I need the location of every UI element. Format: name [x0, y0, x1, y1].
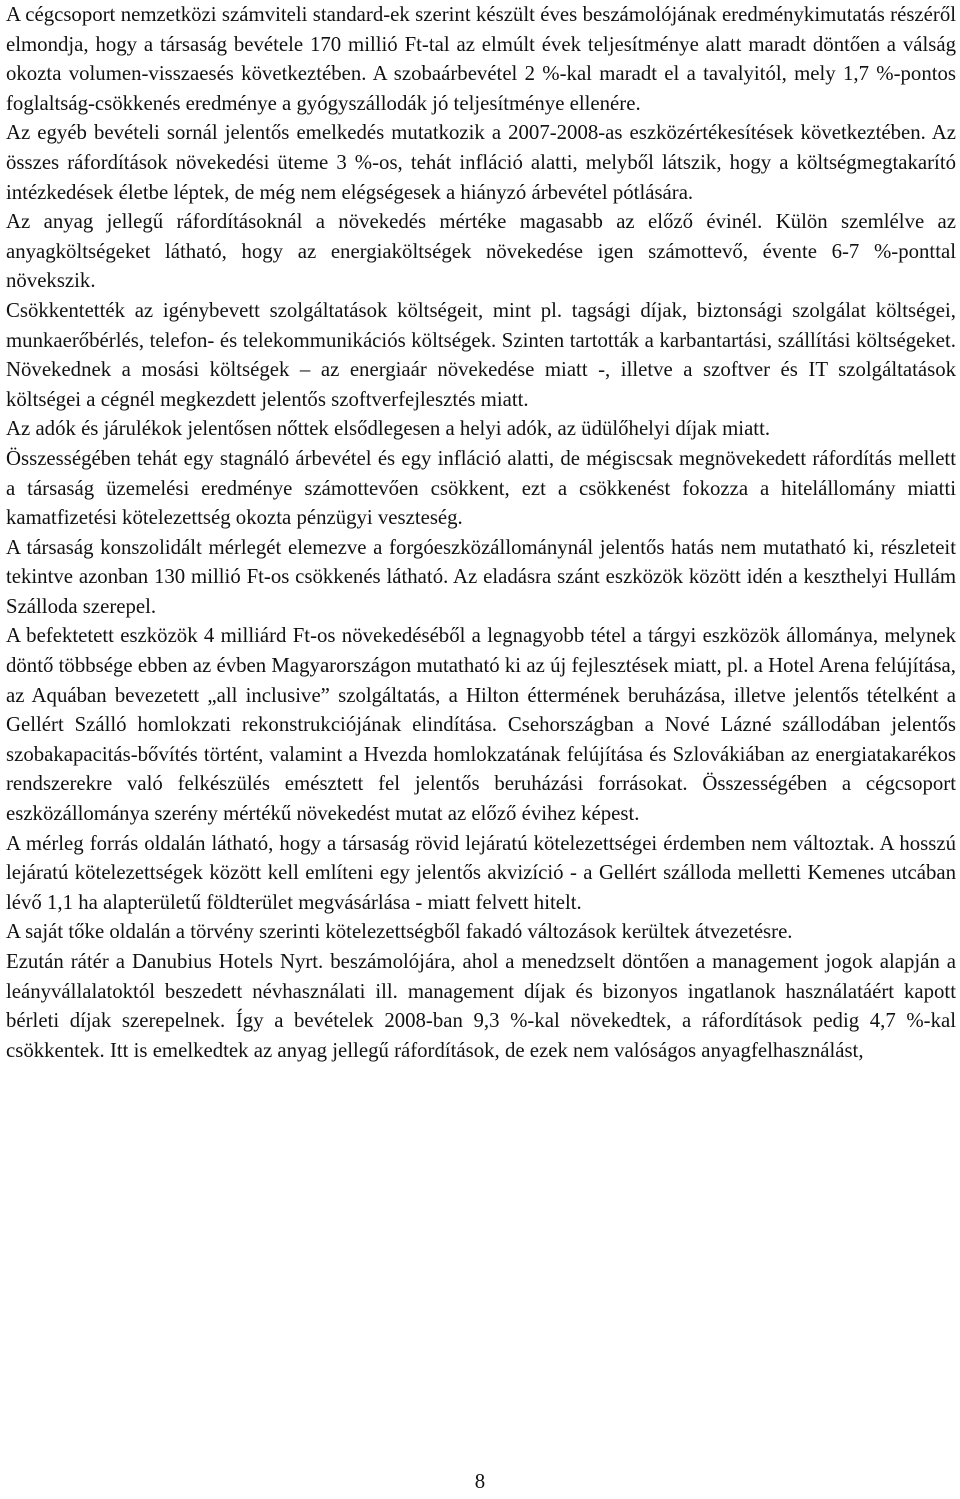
page-number: 8: [474, 1470, 486, 1493]
paragraph-10: A saját tőke oldalán a törvény szerinti kötelezettségből fakadó változások kerültek átvezetésre.: [6, 920, 793, 944]
paragraph-3: Az anyag jellegű ráfordításoknál a növekedés mértéke magasabb az előző évinél. Külön szemlélve az anyagköltségeket látható, hogy az energiaköltségek növekedése igen számottevő, évente 6-7 %-ponttal növekszik.: [6, 210, 956, 293]
paragraph-5: Az adók és járulékok jelentősen nőttek elsődlegesen a helyi adók, az üdülőhelyi díjak miatt.: [6, 417, 771, 441]
paragraph-9: A mérleg forrás oldalán látható, hogy a társaság rövid lejáratú kötelezettségei érdemben nem változtak. A hosszú lejáratú kötelezettségek között kell említeni egy jelentős akvizíció - a Gellért szálloda melletti Kemenes utcában lévő 1,1 ha alapterületű földterület megvásárlása - miatt felvett hitelt.: [6, 831, 956, 914]
paragraph-11: Ezután rátér a Danubius Hotels Nyrt. beszámolójára, ahol a menedzselt döntően a management jogok alapján a leányvállalatoktól beszedett névhasználati ill. management díjak és bizonyos ingatlanok használatáért kapott bérleti díjak szerepelnek. Így a bevételek 2008-ban 9,3 %-kal növekedtek, a ráfordítások pedig 4,7 %-kal csökkentek. Itt is emelkedtek az anyag jellegű ráfordítások, de ezek nem valóságos anyagfelhasználást,: [6, 950, 956, 1062]
paragraph-8: A befektetett eszközök 4 milliárd Ft-os növekedéséből a legnagyobb tétel a tárgyi eszközök állománya, melynek döntő többsége ebben az évben Magyarországon mutatható ki az új fejlesztések miatt, pl. a Hotel Arena felújítása, az Aquában bevezetett „all inclusive” szolgáltatás, a Hilton éttermének beruházása, illetve jelentős tételként a Gellért Szálló homlokzati rekonstrukciójának elindítása. Csehországban a Nové Lázné szállodában jelentős szobakapacitás-bővítés történt, valamint a Hvezda homlokzatának felújítása és Szlovákiában az energiatakarékos rendszerekre való felkészülés emésztett fel jelentős beruházási forrásokat. Összességében a cégcsoport eszközállománya szerény mértékű növekedést mutat az előző évihez képest.: [6, 624, 956, 826]
document-body: [6, 0, 956, 1065]
paragraph-1: A cégcsoport nemzetközi számviteli standard-ek szerint készült éves beszámolójának eredménykimutatás részéről elmondja, hogy a társaság bevétele 170 millió Ft-tal az elmúlt évek teljesítménye alatt maradt döntően a válság okozta volumen-visszaesés következtében. A szobaárbevétel 2 %-kal maradt el a tavalyitól, mely 1,7 %-pontos foglaltság-csökkenés eredménye a gyógyszállodák jó teljesítménye ellenére.: [6, 3, 956, 115]
paragraph-4: Csökkentették az igénybevett szolgáltatások költségeit, mint pl. tagsági díjak, biztonsági szolgálat költségei, munkaerőbérlés, telefon- és telekommunikációs költségek. Szinten tartották a karbantartási, szállítási költségeket. Növekednek a mosási költségek – az energiaár növekedése miatt -, illetve a szoftver és IT szolgáltatások költségei a cégnél megkezdett jelentős szoftverfejlesztés miatt.: [6, 298, 956, 411]
paragraph-2: Az egyéb bevételi sornál jelentős emelkedés mutatkozik a 2007-2008-as eszközértékesítések következtében. Az összes ráfordítások növekedési üteme 3 %-os, tehát infláció alatti, melyből látszik, hogy a költségmegtakarító intézkedések életbe léptek, de még nem elégségesek a hiányzó árbevétel pótlására.: [6, 121, 956, 204]
paragraph-6: Összességében tehát egy stagnáló árbevétel és egy infláció alatti, de mégiscsak megnövekedett ráfordítás mellett a társaság üzemelési eredménye számottevően csökkent, ezt a csökkenést fokozza a hitelállomány miatti kamatfizetési kötelezettség okozta pénzügyi veszteség.: [6, 446, 956, 530]
paragraph-7: A társaság konszolidált mérlegét elemezve a forgóeszközállománynál jelentős hatás nem mutatható ki, részleteit tekintve azonban 130 millió Ft-os csökkenés látható. Az eladásra szánt eszközök között idén a keszthelyi Hullám Szálloda szerepel.: [6, 535, 956, 618]
